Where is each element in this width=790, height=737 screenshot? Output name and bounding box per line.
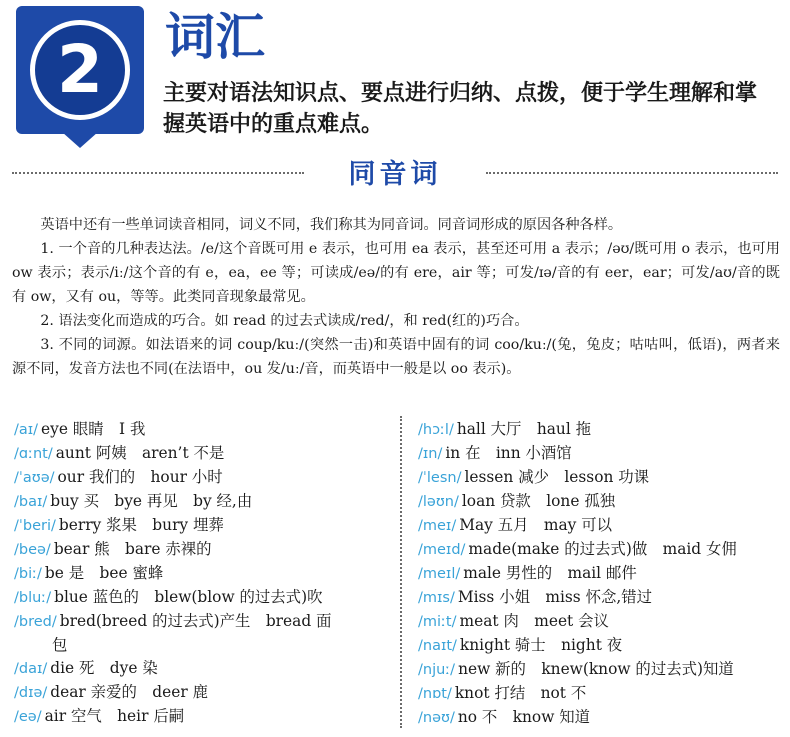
section-badge: [16, 6, 144, 134]
homophone-words-continued: 包: [52, 636, 68, 654]
homophone-words: loan 贷款 lone 孤独: [461, 492, 616, 510]
phonetic-symbol: /ləʊn/: [418, 494, 459, 510]
word-entry: [14, 705, 390, 729]
homophone-words: aunt 阿姨 aren’t 不是: [55, 444, 225, 462]
homophone-words: hall 大厅 haul 拖: [456, 420, 592, 438]
word-entry: [14, 681, 390, 705]
word-entry: [14, 466, 390, 490]
homophone-words: no 不 know 知道: [457, 708, 591, 726]
word-entry: [14, 442, 390, 466]
divider-right: [486, 172, 778, 174]
phonetic-symbol: /mɪs/: [418, 590, 455, 606]
word-entry: [14, 610, 390, 657]
phonetic-symbol: /bred/: [14, 614, 57, 630]
phonetic-symbol: /ɑːnt/: [14, 446, 53, 462]
phonetic-symbol: /ɪn/: [418, 446, 443, 462]
phonetic-symbol: /nɒt/: [418, 686, 452, 702]
column-divider: [400, 416, 402, 728]
phonetic-symbol: /daɪ/: [14, 661, 48, 677]
homophone-words: knight 骑士 night 夜: [459, 636, 623, 654]
homophone-words: lessen 减少 lesson 功课: [464, 468, 650, 486]
homophone-words: in 在 inn 小酒馆: [445, 444, 572, 462]
word-entry: [14, 418, 390, 442]
phonetic-symbol: /bluː/: [14, 590, 52, 606]
phonetic-symbol: /aɪ/: [14, 422, 39, 438]
homophone-words: our 我们的 hour 小时: [57, 468, 223, 486]
phonetic-symbol: /beə/: [14, 542, 51, 558]
section-title: 词汇: [165, 8, 265, 66]
homophone-words: Miss 小姐 miss 怀念,错过: [457, 588, 653, 606]
phonetic-symbol: /meɪd/: [418, 542, 466, 558]
homophone-words: May 五月 may 可以: [459, 516, 613, 534]
paragraph-point-3: 3. 不同的词源。如法语来的词 coup/kuː/(突然一击)和英语中固有的词 coo/kuː/(兔，兔皮；咕咕叫，低语)，两者来源不同，发音方法也不同(在法语中，ou 发/uː/音，而英语中一般是以 oo 表示)。: [12, 337, 780, 377]
word-entry: [418, 586, 782, 610]
paragraph-intro: 英语中还有一些单词读音相同，词义不同，我们称其为同音词。同音词形成的原因各种各样。: [40, 217, 623, 233]
word-entry: [418, 514, 782, 538]
word-entry: [14, 490, 390, 514]
word-list-right: [418, 418, 782, 730]
word-entry: [418, 418, 782, 442]
phonetic-symbol: /ˈaʊə/: [14, 470, 55, 486]
homophone-words: dear 亲爱的 deer 鹿: [50, 683, 208, 701]
phonetic-symbol: /miːt/: [418, 614, 457, 630]
word-entry: [418, 466, 782, 490]
homophone-words: die 死 dye 染: [50, 659, 158, 677]
word-entry: [14, 538, 390, 562]
badge-tail: [62, 132, 98, 148]
word-entry: [14, 514, 390, 538]
phonetic-symbol: /ˈlesn/: [418, 470, 462, 486]
homophone-words: be 是 bee 蜜蜂: [44, 564, 164, 582]
paragraph-point-2: 2. 语法变化而造成的巧合。如 read 的过去式读成/red/，和 red(红的)巧合。: [40, 313, 529, 329]
phonetic-symbol: /baɪ/: [14, 494, 48, 510]
homophone-words: bred(breed 的过去式)产生 bread 面: [59, 612, 332, 630]
homophone-words: male 男性的 mail 邮件: [463, 564, 637, 582]
phonetic-symbol: /meɪl/: [418, 566, 461, 582]
homophone-words: made(make 的过去式)做 maid 女佣: [468, 540, 737, 558]
word-entry: [14, 586, 390, 610]
homophone-words: air 空气 heir 后嗣: [44, 707, 185, 725]
word-entry: [418, 658, 782, 682]
homophone-words: blue 蓝色的 blew(blow 的过去式)吹: [54, 588, 323, 606]
word-entry: [418, 610, 782, 634]
word-list-left: [14, 418, 390, 729]
homophone-words: meat 肉 meet 会议: [459, 612, 609, 630]
homophone-words: berry 浆果 bury 埋葬: [58, 516, 224, 534]
phonetic-symbol: /naɪt/: [418, 638, 457, 654]
phonetic-symbol: /njuː/: [418, 662, 456, 678]
word-entry: [418, 682, 782, 706]
badge-circle: [30, 20, 130, 120]
phonetic-symbol: /meɪ/: [418, 518, 457, 534]
phonetic-symbol: /hɔːl/: [418, 422, 454, 438]
phonetic-symbol: /dɪə/: [14, 685, 48, 701]
word-entry: [14, 562, 390, 586]
homophone-words: knot 打结 not 不: [454, 684, 587, 702]
word-entry: [418, 634, 782, 658]
word-entry: [14, 657, 390, 681]
word-entry: [418, 706, 782, 730]
homophone-words: eye 眼睛 I 我: [41, 420, 146, 438]
homophone-words: bear 熊 bare 赤裸的: [53, 540, 212, 558]
section-description: 主要对语法知识点、要点进行归纳、点拨，便于学生理解和掌握英语中的重点难点。: [163, 81, 758, 137]
sub-heading: 同音词: [348, 159, 442, 190]
badge-number: 2: [57, 31, 103, 108]
word-entry: [418, 442, 782, 466]
homophone-words: buy 买 bye 再见 by 经,由: [50, 492, 253, 510]
phonetic-symbol: /nəʊ/: [418, 710, 455, 726]
paragraph-point-1: 1. 一个音的几种表达法。/e/这个音既可用 e 表示，也可用 ea 表示，甚至还可用 a 表示；/əʊ/既可用 o 表示，也可用 ow 表示；表示/iː/这个音的有 e，ea，ee 等；可读成/eə/的有 ere，air 等；可发/ɪə/音的有 eer，ear；可发/aʊ/音的既有 ow，又有 ou，等等。此类同音现象最常见。: [12, 241, 780, 305]
word-entry: [418, 538, 782, 562]
divider-left: [12, 172, 304, 174]
body-text: [12, 213, 780, 381]
word-entry: [418, 562, 782, 586]
phonetic-symbol: /biː/: [14, 566, 42, 582]
word-entry: [418, 490, 782, 514]
homophone-words: new 新的 knew(know 的过去式)知道: [458, 660, 734, 678]
phonetic-symbol: /eə/: [14, 709, 42, 725]
phonetic-symbol: /ˈberi/: [14, 518, 56, 534]
